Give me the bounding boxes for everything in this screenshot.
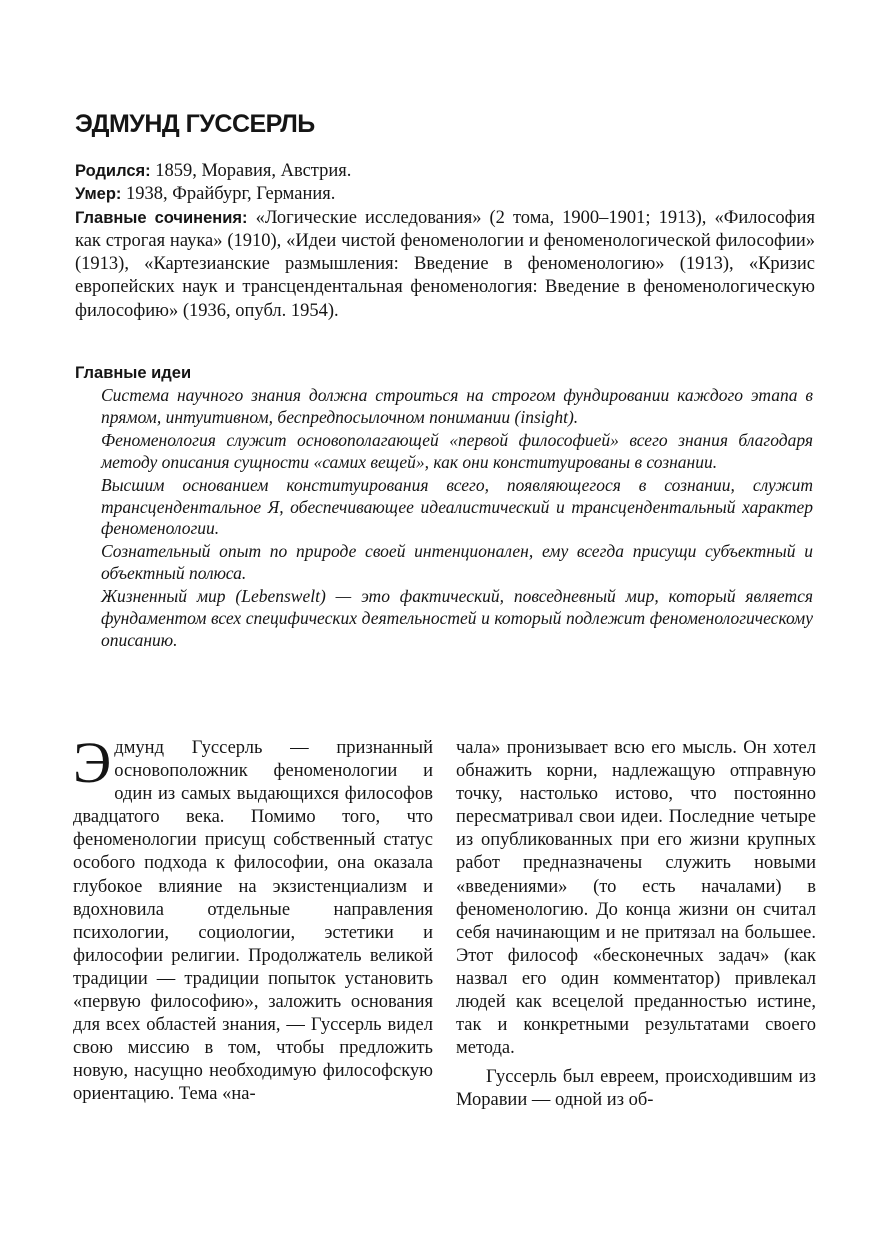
main-idea-item: Система научного знания должна строиться на строгом фундировании каждого этапа в прямом, интуитивном, беспредпосылочном понимании (insight).: [101, 385, 813, 427]
born-line: [75, 160, 815, 183]
body-column-right: [456, 737, 816, 1113]
born-value: 1859, Моравия, Австрия.: [155, 161, 352, 181]
died-line: [75, 183, 815, 206]
main-ideas-heading: Главные идеи: [75, 364, 192, 382]
body-paragraph: [73, 730, 433, 1107]
biography-facts: [75, 160, 815, 323]
body-column-left: [73, 730, 433, 1107]
works-line: [75, 207, 815, 323]
died-label: Умер:: [75, 185, 122, 204]
works-value: «Логические исследования» (2 тома, 1900–1901; 1913), «Философия как строгая наука» (1910), «Идеи чистой феноменологии и феноменологической философии» (1913), «Картезианские размышления: Введение в феноменологию» (1913), «Кризис европейских наук и трансцендентальная феноменология: Введение в феноменологическую философию» (1936, опубл. 1954).: [75, 207, 816, 321]
main-idea-item: Жизненный мир (Lebenswelt) — это фактический, повседневный мир, который является фундаментом всех специфических деятельностей и который подлежит феноменологическому описанию.: [101, 586, 813, 650]
main-idea-item: Феноменология служит основополагающей «первой философией» всего знания благодаря методу описания сущности «самих вещей», как они конституированы в сознании.: [101, 429, 813, 472]
body-text-left: дмунд Гуссерль — признанный основоположник феноменологии и один из самых выдающихся философов двадцатого века. Помимо того, что феноменологии присущ собственный статус особого подхода к философии, она оказала глубокое влияние на экзистенциализм и вдохновила отдельные направления психологии, социологии, эстетики и философии религии. Продолжатель великой традиции — традиции попыток установить «первую философию», заложить основания для всех областей знания, — Гуссерль видел свою миссию в том, чтобы предложить новую, насущно необходимую философскую ориентацию. Тема «на-: [73, 738, 433, 1105]
main-idea-item: Высшим основанием конституирования всего, появляющегося в сознании, служит трансцендентальное Я, обеспечивающее идеалистический и трансцендентальный характер феноменологии.: [101, 474, 813, 539]
born-label: Родился:: [75, 162, 151, 180]
article-title: ЭДМУНД ГУССЕРЛЬ: [75, 110, 315, 138]
drop-cap: Э: [73, 730, 112, 795]
works-label: Главные сочинения:: [75, 208, 248, 227]
body-paragraph: чала» пронизывает всю его мысль. Он хотел обнажить корни, надлежащую отправную точку, настолько истово, что постоянно пересматривал свои идеи. Последние четыре из опубликованных при его жизни крупных работ предназначены служить новыми «введениями» (то есть началами) в феноменологию. До конца жизни он считал себя начинающим и не притязал на большее. Этот философ «бесконечных задач» (как назвал его один комментатор) привлекал людей как всецелой преданностью истине, так и конкретными результатами своего метода.: [456, 738, 816, 1059]
main-ideas-list: [101, 385, 813, 653]
body-paragraph: Гуссерль был евреем, происходившим из Моравии — одной из об-: [456, 1067, 816, 1111]
main-idea-item: Сознательный опыт по природе своей интенционален, ему всегда присущи субъектный и объектный полюса.: [101, 541, 813, 584]
died-value: 1938, Фрайбург, Германия.: [126, 184, 336, 205]
